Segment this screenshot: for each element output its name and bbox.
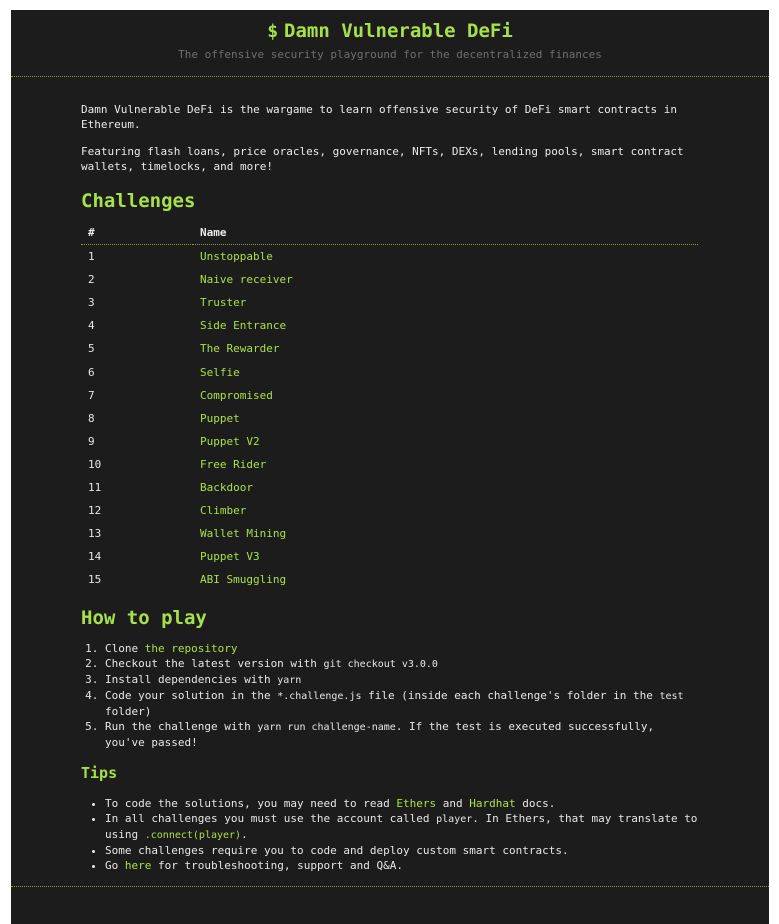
dollar-icon: $ <box>267 20 279 42</box>
inline-code: test <box>659 691 684 703</box>
inline-code: yarn run challenge-name <box>257 722 396 734</box>
challenge-link[interactable]: Compromised <box>200 388 273 402</box>
tip-text: Go <box>105 859 125 873</box>
challenge-link[interactable]: Climber <box>200 504 247 518</box>
tip-text: . In Ethers, that may translate to using <box>105 812 698 842</box>
step-text: file (inside each challenge's folder in the <box>361 689 660 703</box>
tips-heading: Tips <box>81 764 118 783</box>
challenge-link[interactable]: Wallet Mining <box>200 527 287 541</box>
table-row <box>81 314 698 337</box>
list-item <box>105 641 699 656</box>
challenge-link[interactable]: Selfie <box>200 365 240 379</box>
site-subtitle: The offensive security playground for the decentralized finances <box>178 48 602 61</box>
challenge-number: 13 <box>88 527 102 541</box>
list-item <box>105 688 699 719</box>
column-header-name: Name <box>193 224 698 245</box>
how-to-play-list <box>81 641 699 750</box>
tip-text: and <box>436 797 470 811</box>
site-footer <box>11 886 769 924</box>
how-to-play-heading: How to play <box>81 607 207 630</box>
list-item <box>105 719 699 750</box>
challenge-link[interactable]: ABI Smuggling <box>200 573 287 587</box>
intro-paragraph-1: Damn Vulnerable DeFi is the wargame to learn offensive security of DeFi smart contracts in Ethereum. <box>81 103 678 131</box>
challenge-link[interactable]: Truster <box>200 296 247 310</box>
intro-paragraph-2: Featuring flash loans, price oracles, governance, NFTs, DEXs, lending pools, smart contract wallets, timelocks, and more! <box>81 145 684 173</box>
challenge-number: 1 <box>88 250 95 264</box>
challenge-number: 14 <box>88 550 102 564</box>
step-text: . If the test is executed successfully, you've passed! <box>105 720 655 750</box>
table-row <box>81 384 698 407</box>
list-item <box>105 672 699 688</box>
challenge-number: 3 <box>88 296 95 310</box>
ethers-link[interactable]: Ethers <box>396 797 437 811</box>
challenge-number: 5 <box>88 342 95 356</box>
challenge-number: 9 <box>88 434 95 448</box>
site-header <box>11 10 769 77</box>
challenge-link[interactable]: Naive receiver <box>200 273 293 287</box>
list-item <box>105 843 699 858</box>
list-item <box>105 858 699 873</box>
main-content <box>11 102 769 873</box>
repository-link[interactable]: the repository <box>144 642 238 656</box>
tip-text: for troubleshooting, support and Q&A. <box>151 859 404 873</box>
tip-text: Some challenges require you to code and deploy custom smart contracts. <box>105 844 569 858</box>
support-link[interactable]: here <box>124 859 152 873</box>
table-row <box>81 268 698 291</box>
table-row <box>81 453 698 476</box>
challenges-table <box>81 224 698 591</box>
inline-code: .connect(player) <box>144 830 242 842</box>
table-row <box>81 245 698 269</box>
table-row <box>81 337 698 360</box>
list-item <box>105 656 699 672</box>
list-item <box>105 811 699 843</box>
step-text: Install dependencies with <box>105 673 278 687</box>
table-row <box>81 430 698 453</box>
table-row <box>81 545 698 568</box>
site-title-text: Damn Vulnerable DeFi <box>284 20 513 42</box>
challenge-link[interactable]: Puppet V3 <box>200 550 260 564</box>
hardhat-link[interactable]: Hardhat <box>469 797 516 811</box>
challenge-link[interactable]: Puppet <box>200 411 240 425</box>
tip-text: In all challenges you must use the account called <box>105 812 437 826</box>
table-row <box>81 360 698 383</box>
site-title[interactable] <box>267 20 513 42</box>
challenge-link[interactable]: Side Entrance <box>200 319 287 333</box>
page-frame <box>11 10 769 924</box>
challenge-link[interactable]: Puppet V2 <box>200 434 260 448</box>
tip-text: . <box>241 828 248 842</box>
inline-code: *.challenge.js <box>277 691 362 703</box>
table-header-row <box>81 224 698 245</box>
challenge-link[interactable]: The Rewarder <box>200 342 280 356</box>
table-row <box>81 499 698 522</box>
step-text: Run the challenge with <box>105 720 258 734</box>
tip-text: To code the solutions, you may need to read <box>105 797 397 811</box>
inline-code: player <box>436 814 473 826</box>
challenge-link[interactable]: Unstoppable <box>200 250 273 264</box>
challenge-number: 11 <box>88 480 102 494</box>
list-item <box>105 796 699 811</box>
challenges-heading: Challenges <box>81 190 196 212</box>
challenge-number: 2 <box>88 273 95 287</box>
challenge-link[interactable]: Backdoor <box>200 480 253 494</box>
column-header-number: # <box>81 224 193 245</box>
challenge-number: 6 <box>88 365 95 379</box>
table-row <box>81 407 698 430</box>
challenge-number: 12 <box>88 504 102 518</box>
table-row <box>81 568 698 591</box>
table-row <box>81 522 698 545</box>
step-text: Checkout the latest version with <box>105 657 324 671</box>
table-row <box>81 476 698 499</box>
step-text: Clone <box>105 642 145 656</box>
inline-code: git checkout v3.0.0 <box>323 659 438 671</box>
step-text: Code your solution in the <box>105 689 278 703</box>
tips-list <box>81 796 699 873</box>
challenge-number: 10 <box>88 457 102 471</box>
challenge-link[interactable]: Free Rider <box>200 457 267 471</box>
table-row <box>81 291 698 314</box>
challenge-number: 8 <box>88 411 95 425</box>
challenge-number: 7 <box>88 388 95 402</box>
challenge-number: 4 <box>88 319 95 333</box>
inline-code: yarn <box>277 675 302 687</box>
tip-text: docs. <box>515 797 556 811</box>
challenge-number: 15 <box>88 573 102 587</box>
step-text: folder) <box>105 705 152 719</box>
